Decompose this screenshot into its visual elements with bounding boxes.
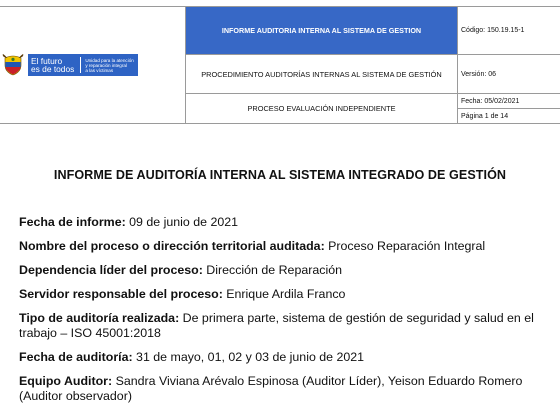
- brand-main: [31, 57, 81, 74]
- header-code: Código: 150.19.15-1: [458, 7, 560, 55]
- brand-subtitle: [81, 58, 134, 73]
- field-lead-department: [19, 263, 549, 278]
- colombia-coat-of-arms-icon: [2, 54, 24, 76]
- field-label: Servidor responsable del proceso:: [19, 287, 223, 301]
- header-version: Versión: 06: [458, 55, 560, 94]
- field-process-name: [19, 239, 549, 254]
- header-procedure: PROCEDIMIENTO AUDITORÍAS INTERNAS AL SISTEMA DE GESTIÓN: [186, 55, 458, 94]
- field-value: Sandra Viviana Arévalo Espinosa (Auditor Líder), Yeison Eduardo Romero (Auditor observador): [19, 374, 523, 403]
- header-page: Página 1 de 14: [461, 112, 509, 120]
- field-value: 09 de junio de 2021: [125, 215, 239, 229]
- field-audit-team: [19, 374, 549, 404]
- field-report-date: [19, 215, 549, 230]
- logo: [0, 54, 185, 76]
- field-responsible-official: [19, 287, 549, 302]
- field-label: Equipo Auditor:: [19, 374, 113, 388]
- header-title: INFORME AUDITORIA INTERNA AL SISTEMA DE GESTION: [186, 7, 458, 55]
- field-label: Nombre del proceso o dirección territorial auditada:: [19, 239, 325, 253]
- field-label: Fecha de informe:: [19, 215, 126, 229]
- brand-sub-line-1: Unidad para la atención: [85, 57, 134, 63]
- field-audit-date: [19, 350, 549, 365]
- field-value: Enrique Ardila Franco: [222, 287, 346, 301]
- brand-block: [28, 54, 138, 76]
- header-process: PROCESO EVALUACIÓN INDEPENDIENTE: [186, 94, 458, 124]
- report-fields: [19, 215, 549, 413]
- field-value: 31 de mayo, 01, 02 y 03 de junio de 2021: [132, 350, 365, 364]
- header-date: Fecha: 05/02/2021: [458, 94, 560, 109]
- brand-line-2: es de todos: [31, 64, 75, 74]
- field-label: Fecha de auditoría:: [19, 350, 133, 364]
- logo-cell: [0, 7, 186, 124]
- field-label: Dependencia líder del proceso:: [19, 263, 203, 277]
- brand-line-1: El futuro: [31, 55, 63, 66]
- field-value: Proceso Reparación Integral: [324, 239, 486, 253]
- brand-sub-line-2: y reparación integral: [85, 62, 127, 68]
- field-value: De primera parte, sistema de gestión de seguridad y salud en el trabajo – ISO 45001:2018: [19, 311, 534, 340]
- brand-sub-line-3: a las víctimas: [85, 67, 114, 73]
- document-header: [0, 6, 560, 124]
- field-label: Tipo de auditoría realizada:: [19, 311, 180, 325]
- header-date-page: [458, 94, 560, 124]
- document-title: INFORME DE AUDITORÍA INTERNA AL SISTEMA INTEGRADO DE GESTIÓN: [53, 168, 507, 182]
- field-value: Dirección de Reparación: [202, 263, 342, 277]
- field-audit-type: [19, 311, 549, 341]
